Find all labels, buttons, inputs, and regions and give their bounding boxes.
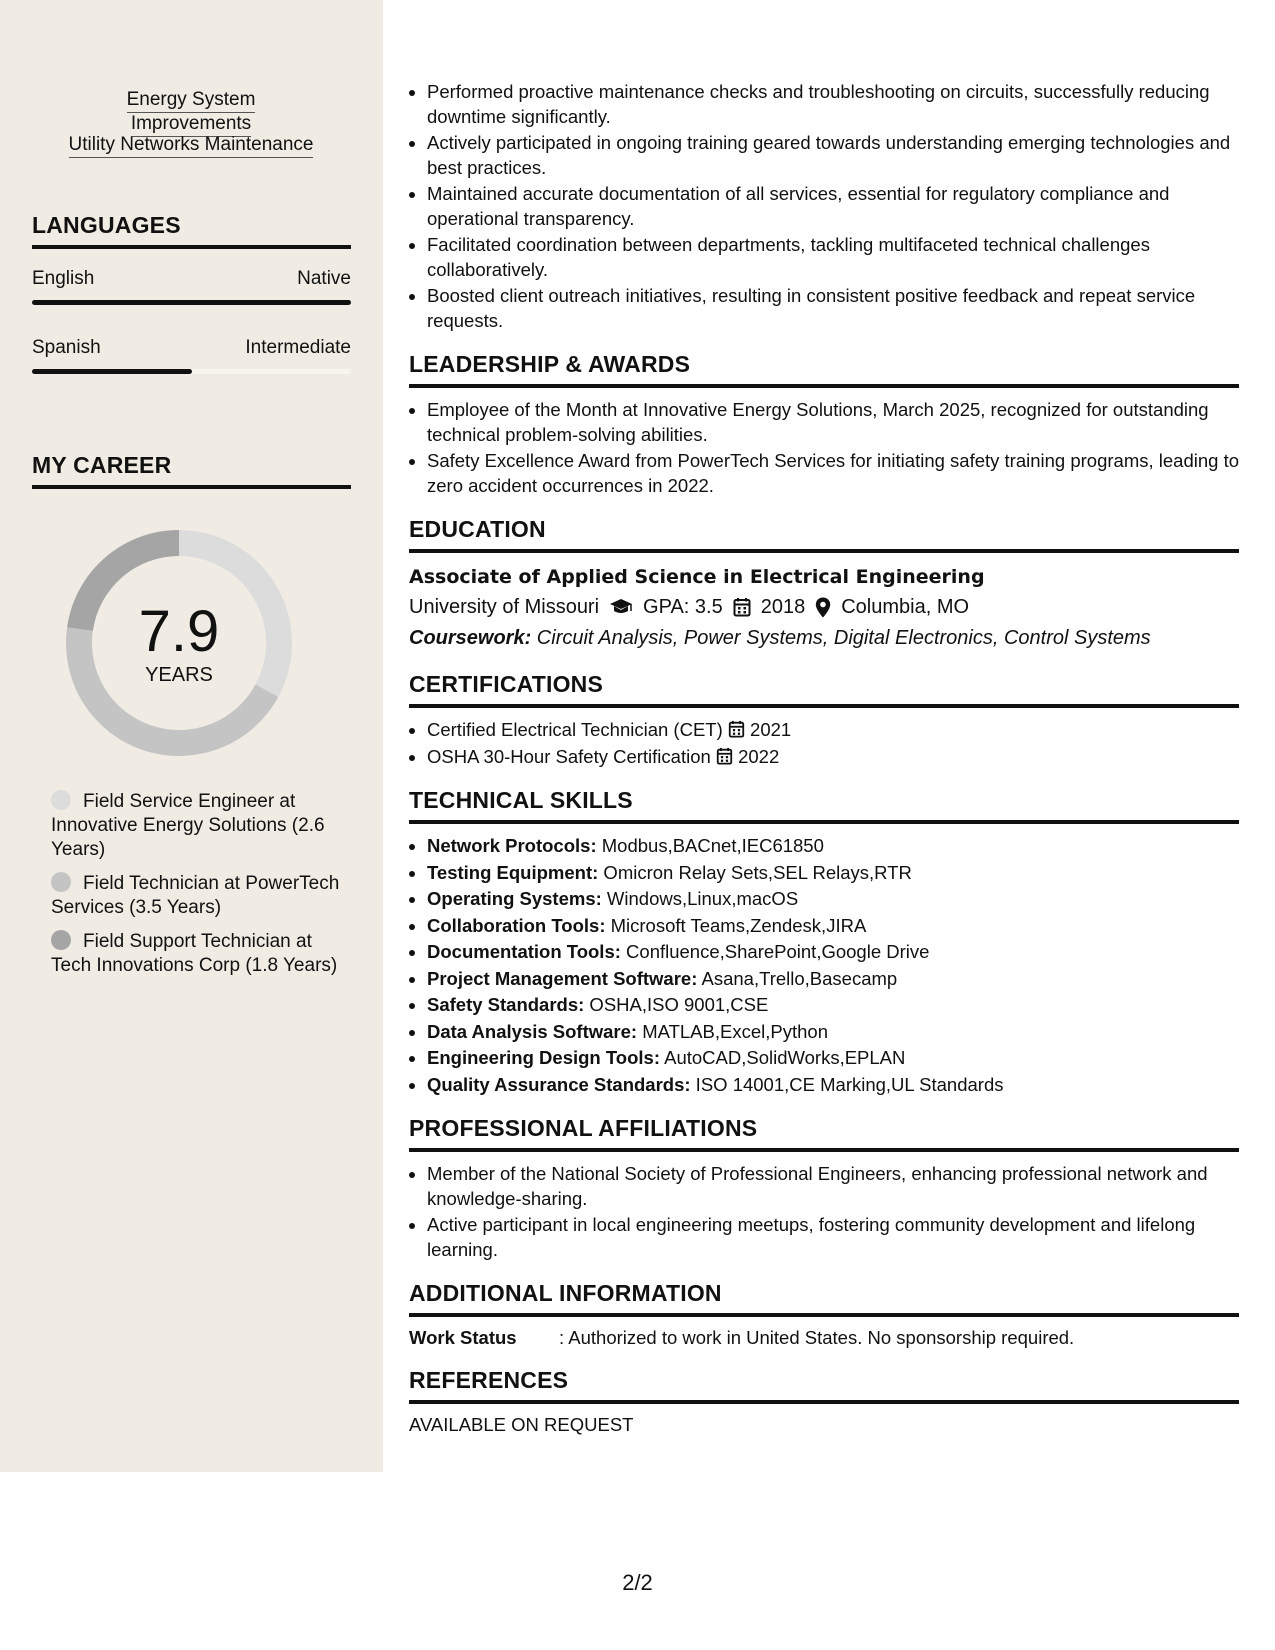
certifications-list bbox=[409, 718, 1239, 769]
graduation-cap-icon bbox=[609, 598, 633, 616]
references-text: AVAILABLE ON REQUEST bbox=[409, 1414, 634, 1435]
technical-skills-list bbox=[409, 834, 1239, 1097]
list-item bbox=[427, 745, 1239, 770]
page-number: 2/2 bbox=[622, 1570, 653, 1595]
list-item: • Employee of the Month at Innovative Energy Solutions, March 2025, recognized for outstanding technical problem-solving abilities. bbox=[427, 398, 1239, 447]
list-item: • Performed proactive maintenance checks and troubleshooting on circuits, successfully reducing downtime significantly. bbox=[427, 80, 1239, 129]
list-item: • Network Protocols: Modbus,BACnet,IEC61850 bbox=[427, 834, 1239, 859]
list-item: • Active participant in local engineering meetups, fostering community development and lifelong learning. bbox=[427, 1213, 1239, 1262]
calendar-icon bbox=[728, 720, 745, 738]
list-item: • Maintained accurate documentation of all services, essential for regulatory compliance and operational transparency. bbox=[427, 182, 1239, 231]
leadership-heading: LEADERSHIP & AWARDS bbox=[409, 351, 1239, 388]
education-details bbox=[409, 591, 1239, 623]
list-item: • Collaboration Tools: Microsoft Teams,Zendesk,JIRA bbox=[427, 914, 1239, 939]
language-proficiency-bar bbox=[32, 369, 351, 374]
language-level: Intermediate bbox=[245, 337, 351, 358]
language-proficiency-fill bbox=[32, 369, 192, 374]
main-content bbox=[409, 0, 1239, 1436]
location-pin-icon bbox=[815, 597, 831, 618]
list-item: • Safety Standards: OSHA,ISO 9001,CSE bbox=[427, 993, 1239, 1018]
list-item bbox=[427, 718, 1239, 743]
language-name: English bbox=[32, 268, 95, 289]
references-heading: REFERENCES bbox=[409, 1367, 1239, 1404]
legend-dot-icon bbox=[51, 872, 71, 892]
calendar-icon bbox=[716, 747, 733, 765]
education-location: Columbia, MO bbox=[841, 596, 970, 618]
career-total-unit: YEARS bbox=[145, 664, 213, 686]
skill-tag: Utility Networks Maintenance bbox=[66, 133, 316, 157]
sidebar bbox=[0, 0, 383, 1472]
education-gpa: GPA: 3.5 bbox=[643, 596, 723, 618]
certifications-heading: CERTIFICATIONS bbox=[409, 671, 1239, 708]
legend-dot-icon bbox=[51, 790, 71, 810]
list-item: • Project Management Software: Asana,Trello,Basecamp bbox=[427, 967, 1239, 992]
languages-heading: LANGUAGES bbox=[32, 212, 351, 249]
work-status-label: Work Status bbox=[409, 1327, 517, 1348]
language-proficiency-bar bbox=[32, 300, 351, 305]
career-item: Field Technician at PowerTech Services (3.5 Years) bbox=[51, 873, 340, 918]
language-row bbox=[32, 268, 351, 290]
education-heading: EDUCATION bbox=[409, 516, 1239, 553]
list-item: • Actively participated in ongoing training geared towards understanding emerging technologies and best practices. bbox=[427, 131, 1239, 180]
skill-tag: Energy System Improvements bbox=[66, 88, 316, 136]
career-legend bbox=[51, 790, 341, 988]
education-school: University of Missouri bbox=[409, 596, 600, 618]
list-item: • Documentation Tools: Confluence,SharePoint,Google Drive bbox=[427, 940, 1239, 965]
education-coursework: Coursework: Circuit Analysis, Power Systems, Digital Electronics, Control Systems bbox=[409, 627, 1151, 649]
technical-skills-heading: TECHNICAL SKILLS bbox=[409, 787, 1239, 824]
career-item: Field Support Technician at Tech Innovations Corp (1.8 Years) bbox=[51, 931, 338, 976]
certification-year: 2022 bbox=[738, 745, 780, 767]
education-year: 2018 bbox=[760, 596, 806, 618]
language-level: Native bbox=[297, 268, 351, 289]
leadership-list bbox=[409, 398, 1239, 498]
list-item: • Quality Assurance Standards: ISO 14001,CE Marking,UL Standards bbox=[427, 1073, 1239, 1098]
calendar-icon bbox=[733, 597, 751, 617]
affiliations-list bbox=[409, 1162, 1239, 1262]
certification-year: 2021 bbox=[750, 719, 792, 740]
work-status-value: : Authorized to work in United States. No sponsorship required. bbox=[559, 1327, 1075, 1348]
list-item: • Data Analysis Software: MATLAB,Excel,Python bbox=[427, 1020, 1239, 1045]
language-row bbox=[32, 337, 351, 359]
list-item: • Engineering Design Tools: AutoCAD,SolidWorks,EPLAN bbox=[427, 1046, 1239, 1071]
list-item: • Safety Excellence Award from PowerTech Services for initiating safety training programs, leading to zero accident occurrences in 2022. bbox=[427, 449, 1239, 498]
list-item: • Boosted client outreach initiatives, resulting in consistent positive feedback and repeat service requests. bbox=[427, 284, 1239, 333]
language-proficiency-fill bbox=[32, 300, 351, 305]
list-item: • Member of the National Society of Professional Engineers, enhancing professional network and knowledge-sharing. bbox=[427, 1162, 1239, 1211]
experience-bullets bbox=[409, 80, 1239, 333]
language-name: Spanish bbox=[32, 337, 101, 358]
affiliations-heading: PROFESSIONAL AFFILIATIONS bbox=[409, 1115, 1239, 1152]
list-item: • Testing Equipment: Omicron Relay Sets,SEL Relays,RTR bbox=[427, 861, 1239, 886]
career-total-years: 7.9 bbox=[138, 599, 220, 664]
certification-name: OSHA 30-Hour Safety Certification bbox=[427, 745, 711, 767]
list-item: • Operating Systems: Windows,Linux,macOS bbox=[427, 887, 1239, 912]
work-status-row bbox=[409, 1327, 1239, 1349]
career-heading: MY CAREER bbox=[32, 452, 351, 489]
career-item: Field Service Engineer at Innovative Energy Solutions (2.6 Years) bbox=[51, 791, 325, 860]
legend-dot-icon bbox=[51, 930, 71, 950]
certification-name: Certified Electrical Technician (CET) bbox=[427, 719, 723, 740]
education-degree: Associate of Applied Science in Electrical Engineering bbox=[409, 566, 985, 588]
list-item: • Facilitated coordination between departments, tackling multifaceted technical challenges collaboratively. bbox=[427, 233, 1239, 282]
additional-info-heading: ADDITIONAL INFORMATION bbox=[409, 1280, 1239, 1317]
